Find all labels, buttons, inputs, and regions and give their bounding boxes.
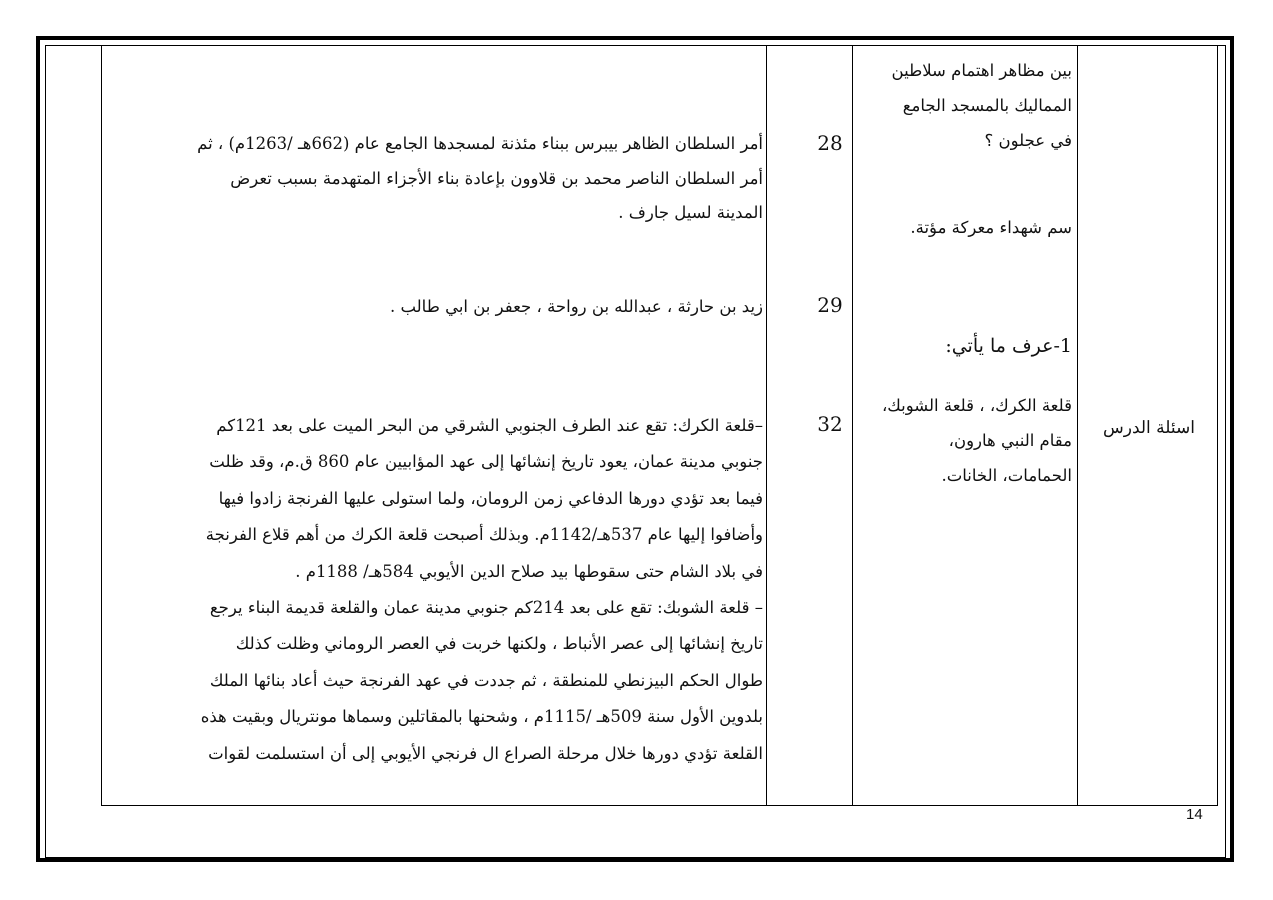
question-1-line: في عجلون ؟: [984, 131, 1072, 150]
answer-line: وأضافوا إليها عام 537هـ/1142م. وبذلك أصبحت قلعة الكرك من أهم قلاع الفرنجة: [205, 525, 763, 545]
answer-32: [108, 408, 763, 772]
table-bottom-border: [101, 805, 1218, 806]
question-3: [856, 388, 1072, 493]
answer-line: طوال الحكم البيزنطي للمنطقة ، ثم جددت في عهد الفرنجة حيث أعاد بنائها الملك: [209, 670, 763, 690]
answer-line: بلدوين الأول سنة 509هـ /1115م ، وشحنها بالمقاتلين وسماها مونتريال وبقيت هذه: [200, 707, 763, 727]
question-3-line: مقام النبي هارون،: [948, 431, 1072, 450]
answer-line: في بلاد الشام حتى سقوطها بيد صلاح الدين الأيوبي 584هـ/ 1188م .: [295, 561, 763, 581]
answer-line: –قلعة الكرك: تقع عند الطرف الجنوبي الشرقي من البحر الميت على بعد 121كم: [216, 416, 763, 435]
answer-line: أمر السلطان الناصر محمد بن قلاوون بإعادة بناء الأجزاء المتهدمة بسبب تعرض: [230, 168, 763, 188]
reference-page-number: 29: [817, 293, 843, 317]
table-column-divider: [1077, 45, 1078, 805]
answer-line: – قلعة الشوبك: تقع على بعد 214كم جنوبي مدينة عمان والقلعة قديمة البناء يرجع: [209, 598, 763, 618]
answer-line: فيما بعد تؤدي دورها الدفاعي زمن الرومان، ولما استولى عليها الفرنجة زادوا فيها: [218, 488, 763, 508]
reference-page-number: 28: [817, 131, 843, 155]
table-left-border: [101, 45, 102, 805]
answer-line: أمر السلطان الظاهر بيبرس ببناء مئذنة لمسجدها الجامع عام (662هـ /1263م) ، ثم: [197, 134, 763, 153]
question-3-line: قلعة الكرك، ، قلعة الشوبك،: [881, 396, 1072, 415]
question-1: [856, 53, 1072, 158]
question-2: سم شهداء معركة مؤتة.: [910, 218, 1072, 237]
answer-line: جنوبي مدينة عمان، يعود تاريخ إنشائها إلى عهد المؤابيين عام 860 ق.م، وقد ظلت: [209, 452, 763, 472]
reference-page-number: 32: [817, 412, 843, 436]
answer-line: القلعة تؤدي دورها خلال مرحلة الصراع ال فرنجي الأيوبي إلى أن استسلمت لقوات: [208, 743, 763, 763]
question-1-line: المماليك بالمسجد الجامع: [902, 96, 1072, 115]
answer-29: زيد بن حارثة ، عبدالله بن رواحة ، جعفر بن ابي طالب .: [389, 297, 763, 316]
answer-line: تاريخ إنشائها إلى عصر الأنباط ، ولكنها خربت في العصر الروماني وظلت كذلك: [235, 634, 763, 654]
answer-28: [108, 127, 763, 231]
table-column-divider: [766, 45, 767, 805]
table-right-border: [1217, 45, 1218, 805]
question-3-line: الحمامات، الخانات.: [941, 466, 1072, 485]
question-1-line: بين مظاهر اهتمام سلاطين: [891, 61, 1072, 80]
answer-line: المدينة لسيل جارف .: [618, 203, 763, 222]
question-3-title: 1-عرف ما يأتي:: [945, 335, 1072, 357]
section-label: اسئلة الدرس: [1102, 418, 1196, 438]
page-number: 14: [1186, 806, 1203, 823]
